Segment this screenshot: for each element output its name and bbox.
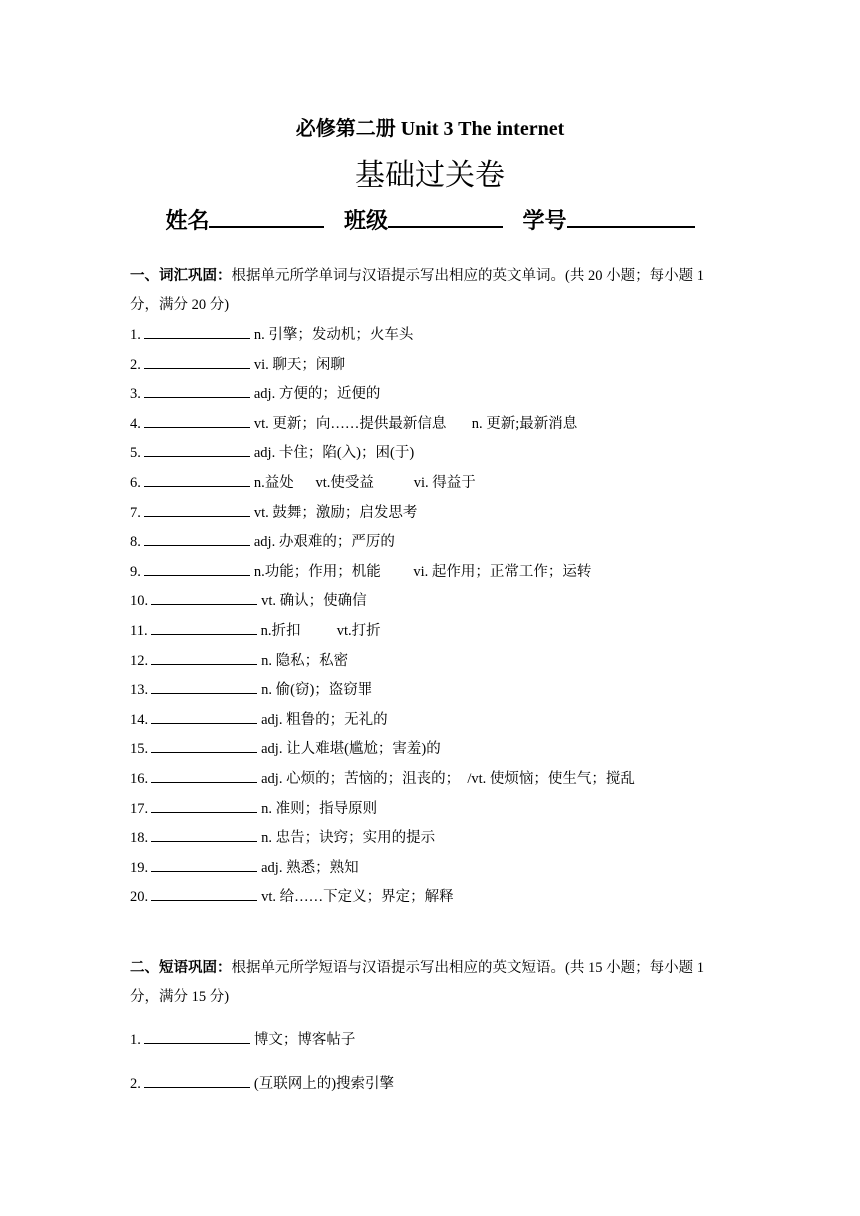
list-item — [130, 650, 348, 671]
answer-blank[interactable] — [144, 502, 250, 517]
answer-blank[interactable] — [151, 709, 257, 724]
item-number: 20. — [130, 889, 149, 906]
list-item — [130, 1073, 394, 1094]
item-number: 9. — [130, 563, 141, 580]
list-item — [130, 857, 359, 878]
id-label: 学号 — [522, 208, 567, 233]
item-hint: n. 引擎；发动机；火车头 — [253, 327, 414, 343]
item-number: 4. — [130, 415, 141, 432]
answer-blank[interactable] — [144, 413, 250, 428]
item-number: 2. — [130, 356, 141, 373]
item-hint: adj. 心烦的；苦恼的；沮丧的； /vt. 使烦恼；使生气；搅乱 — [261, 771, 635, 787]
item-hint: n. 忠告；诀窍；实用的提示 — [261, 830, 436, 847]
item-number: 19. — [130, 859, 149, 876]
item-number: 8. — [130, 534, 141, 551]
item-hint: (互联网上的)搜索引擎 — [253, 1076, 395, 1092]
item-number: 1. — [130, 327, 141, 343]
item-number: 16. — [130, 771, 149, 787]
item-number: 6. — [130, 475, 141, 491]
list-item — [130, 798, 377, 819]
list-item — [130, 590, 367, 611]
list-item — [130, 679, 372, 700]
answer-blank[interactable] — [151, 738, 257, 753]
item-hint: vt. 给……下定义；界定；解释 — [261, 889, 454, 906]
item-number: 12. — [130, 652, 149, 669]
item-number: 11. — [130, 623, 148, 639]
item-hint: n. 准则；指导原则 — [261, 800, 378, 817]
list-item — [130, 472, 476, 493]
page-title: 基础过关卷 — [355, 159, 505, 192]
list-item — [130, 383, 380, 404]
list-item — [130, 620, 381, 641]
item-hint: adj. 卡住；陷(入)；困(于) — [253, 445, 415, 462]
section1-heading — [130, 262, 735, 320]
item-hint: vi. 聊天；闲聊 — [253, 356, 345, 373]
section2-heading — [130, 954, 735, 1012]
answer-blank[interactable] — [151, 620, 257, 635]
answer-blank[interactable] — [144, 324, 250, 339]
section2-heading-bold: 二、短语巩固： — [130, 960, 232, 976]
name-label: 姓名 — [165, 208, 210, 233]
item-hint: n. 隐私；私密 — [261, 652, 349, 669]
item-number: 1. — [130, 1032, 141, 1048]
answer-blank[interactable] — [144, 1029, 250, 1044]
list-item — [130, 709, 388, 730]
item-number: 10. — [130, 593, 149, 610]
answer-blank[interactable] — [151, 886, 257, 901]
list-item — [130, 738, 441, 759]
list-item — [130, 1029, 355, 1050]
answer-blank[interactable] — [151, 798, 257, 813]
list-item — [130, 324, 413, 345]
class-blank[interactable] — [388, 202, 503, 228]
item-hint: vt. 确认；使确信 — [261, 593, 367, 610]
answer-blank[interactable] — [144, 354, 250, 369]
list-item — [130, 531, 395, 552]
answer-blank[interactable] — [144, 472, 250, 487]
item-number: 7. — [130, 504, 141, 521]
section2-heading-text: 根据单元所学短语与汉语提示写出相应的英文短语。(共 15 小题；每小题 1 分，满分 15 分) — [130, 960, 704, 1005]
answer-blank[interactable] — [151, 590, 257, 605]
answer-blank[interactable] — [144, 561, 250, 576]
item-number: 15. — [130, 741, 149, 758]
answer-blank[interactable] — [151, 827, 257, 842]
item-hint: adj. 办艰难的；严厉的 — [253, 534, 395, 551]
answer-blank[interactable] — [144, 531, 250, 546]
unit-subtitle: 必修第二册 Unit 3 The internet — [295, 118, 565, 140]
list-item — [130, 561, 591, 582]
class-label: 班级 — [343, 208, 388, 233]
item-number: 5. — [130, 445, 141, 462]
answer-blank[interactable] — [151, 650, 257, 665]
item-number: 2. — [130, 1076, 141, 1092]
name-blank[interactable] — [209, 202, 324, 228]
section1-heading-text: 根据单元所学单词与汉语提示写出相应的英文单词。(共 20 小题；每小题 1 分，满分 20 分) — [130, 268, 704, 313]
item-hint: n.益处 vt.使受益 vi. 得益于 — [253, 475, 476, 491]
answer-blank[interactable] — [151, 857, 257, 872]
item-number: 14. — [130, 711, 149, 728]
list-item — [130, 827, 435, 848]
list-item — [130, 886, 454, 907]
list-item — [130, 354, 345, 375]
list-item — [130, 413, 577, 434]
item-hint: n.功能；作用；机能 vi. 起作用；正常工作；运转 — [253, 563, 592, 580]
answer-blank[interactable] — [151, 768, 257, 783]
section1-heading-bold: 一、词汇巩固： — [130, 268, 232, 284]
item-hint: adj. 粗鲁的；无礼的 — [261, 711, 388, 728]
item-number: 17. — [130, 800, 149, 817]
item-hint: 博文；博客帖子 — [253, 1032, 356, 1048]
item-number: 3. — [130, 386, 141, 403]
item-number: 13. — [130, 682, 149, 699]
item-hint: n. 偷(窃)；盗窃罪 — [261, 682, 373, 699]
student-info-row — [0, 202, 860, 235]
answer-blank[interactable] — [144, 1073, 250, 1088]
list-item — [130, 502, 417, 523]
item-hint: vt. 更新；向……提供最新信息 n. 更新;最新消息 — [253, 415, 578, 432]
id-blank[interactable] — [567, 202, 695, 228]
answer-blank[interactable] — [144, 383, 250, 398]
item-hint: vt. 鼓舞；激励；启发思考 — [253, 504, 418, 521]
answer-blank[interactable] — [151, 679, 257, 694]
answer-blank[interactable] — [144, 442, 250, 457]
item-hint: n.折扣 vt.打折 — [260, 623, 381, 639]
list-item — [130, 768, 635, 789]
item-hint: adj. 方便的；近便的 — [253, 386, 381, 403]
item-hint: adj. 让人难堪(尴尬；害羞)的 — [261, 741, 441, 758]
item-hint: adj. 熟悉；熟知 — [261, 859, 359, 876]
list-item — [130, 442, 414, 463]
item-number: 18. — [130, 830, 149, 847]
